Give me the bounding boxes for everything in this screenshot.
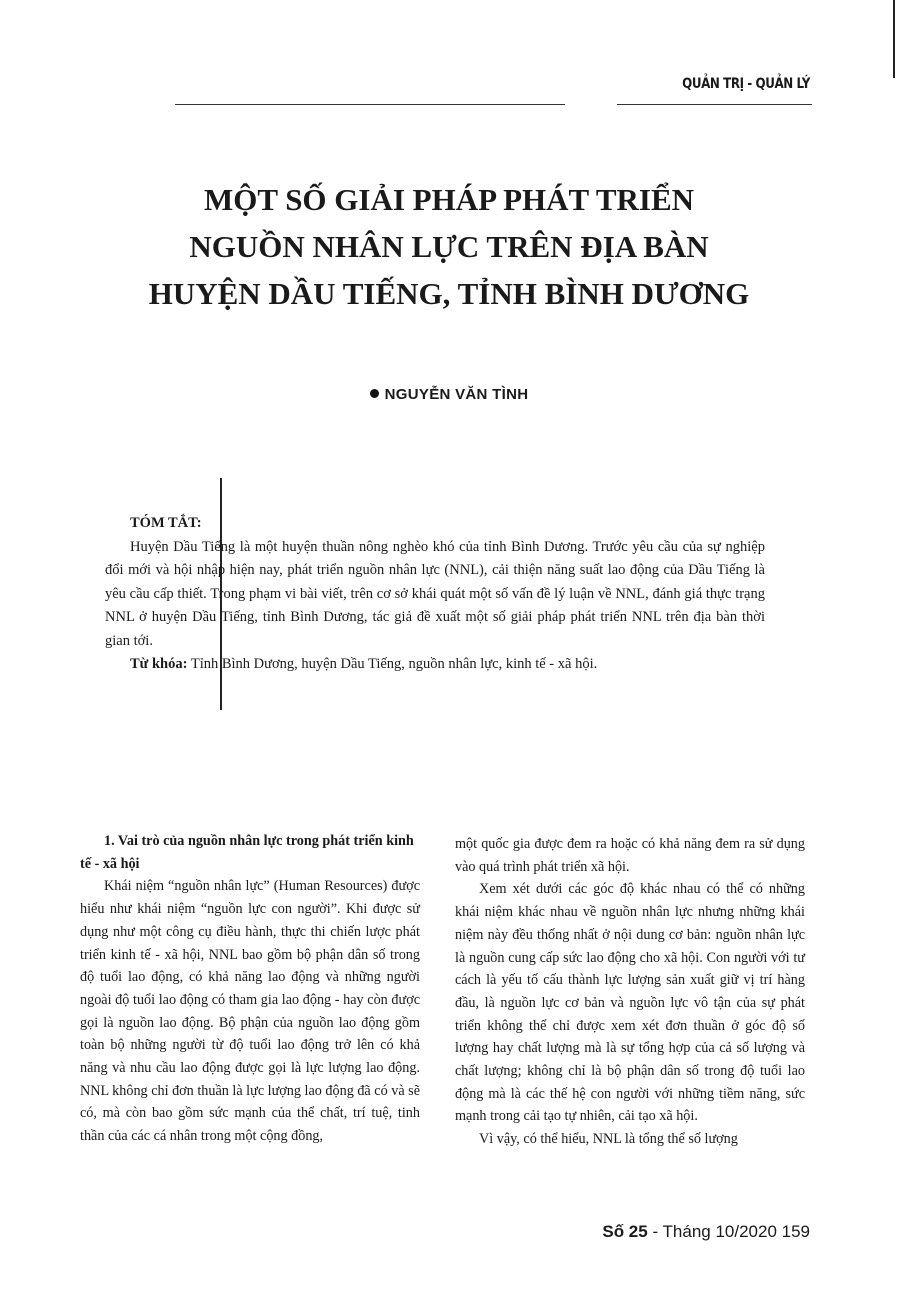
abstract-body: Huyện Dầu Tiếng là một huyện thuần nông nghèo khó của tỉnh Bình Dương. Trước yêu cầu của sự nghiệp đổi mới và hội nhập hiện nay, phát triển nguồn nhân lực (NNL), cải thiện năng suất lao động của Dầu Tiếng là yêu cầu cấp thiết. Trong phạm vi bài viết, trên cơ sở khái quát một số vấn đề lý luận về NNL, đánh giá thực trạng NNL ở huyện Dầu Tiếng, tỉnh Bình Dương, tác giả đề xuất một số giải pháp phát triển NNL trên địa bàn thời gian tới. xyxy=(105,538,765,649)
column-right xyxy=(455,833,805,1151)
page-footer xyxy=(560,1222,810,1242)
page-number: 159 xyxy=(781,1222,810,1241)
paragraph: Khái niệm “nguồn nhân lực” (Human Resources) được hiểu như khái niệm “nguồn lực con người”. Khi được sử dụng như một công cụ điều hành, thực thi chiến lược phát triển kinh tế - xã hội, NNL bao gồm bộ phận dân số trong độ tuổi lao động, có khả năng lao động và những người ngoài độ tuổi lao động có tham gia lao động - hay còn được gọi là nguồn lao động. Bộ phận của nguồn lao động gồm toàn bộ những người từ độ tuổi lao động trở lên có khả năng và nhu cầu lao động được gọi là lực lượng lao động. NNL không chỉ đơn thuần là lực lượng lao động đã có và sẽ có, mà còn bao gồm sức mạnh của thể chất, trí tuệ, tinh thần của các cá nhân trong một cộng đồng, xyxy=(80,878,420,1145)
paragraph: Xem xét dưới các góc độ khác nhau có thể có những khái niệm khác nhau về nguồn nhân lực nhưng những khái niệm này đều thống nhất ở nội dung cơ bản: nguồn nhân lực là nguồn cung cấp sức lao động cho xã hội. Con người với tư cách là yếu tố cấu thành lực lượng sản xuất giữ vị trí hàng đầu, là nguồn lực cơ bản và nguồn lực vô tận của sự phát triển không thể chỉ được xem xét đơn thuần ở góc độ số lượng hay chất lượng mà là sự tổng hợp của cả số lượng và chất lượng; không chỉ là bộ phận dân số trong độ tuổi lao động mà là các thế hệ con người với những tiềm năng, sức mạnh trong cải tạo tự nhiên, cải tạo xã hội. xyxy=(455,881,805,1125)
keywords-text: Tỉnh Bình Dương, huyện Dầu Tiếng, nguồn nhân lực, kinh tế - xã hội. xyxy=(187,656,598,672)
paragraph: Vì vậy, có thể hiểu, NNL là tổng thể số lượng xyxy=(479,1131,738,1148)
title-line-1: MỘT SỐ GIẢI PHÁP PHÁT TRIỂN xyxy=(203,182,695,217)
header-rule-left xyxy=(175,104,565,105)
section-label: QUẢN TRỊ - QUẢN LÝ xyxy=(682,76,810,92)
abstract-heading: TÓM TẮT: xyxy=(130,515,202,531)
crop-mark xyxy=(893,0,895,78)
author-byline xyxy=(200,386,698,403)
abstract-block xyxy=(105,512,765,677)
header-rule-right xyxy=(617,104,812,105)
title-line-3: HUYỆN DẦU TIẾNG, TỈNH BÌNH DƯƠNG xyxy=(148,276,750,311)
section-1-heading: 1. Vai trò của nguồn nhân lực trong phát triển kinh tế - xã hội xyxy=(80,833,414,872)
issue-number: Số 25 xyxy=(602,1222,648,1241)
article-title xyxy=(60,176,838,317)
bullet-icon xyxy=(370,389,379,398)
issue-date: - Tháng 10/2020 xyxy=(647,1222,782,1241)
column-left xyxy=(80,830,420,1148)
author-name: NGUYỄN VĂN TÌNH xyxy=(384,386,529,403)
paragraph: một quốc gia được đem ra hoặc có khả năng đem ra sử dụng vào quá trình phát triển xã hội. xyxy=(455,836,805,875)
keywords xyxy=(130,653,765,677)
title-line-2: NGUỒN NHÂN LỰC TRÊN ĐỊA BÀN xyxy=(189,229,709,264)
keywords-label: Từ khóa: xyxy=(130,656,188,672)
